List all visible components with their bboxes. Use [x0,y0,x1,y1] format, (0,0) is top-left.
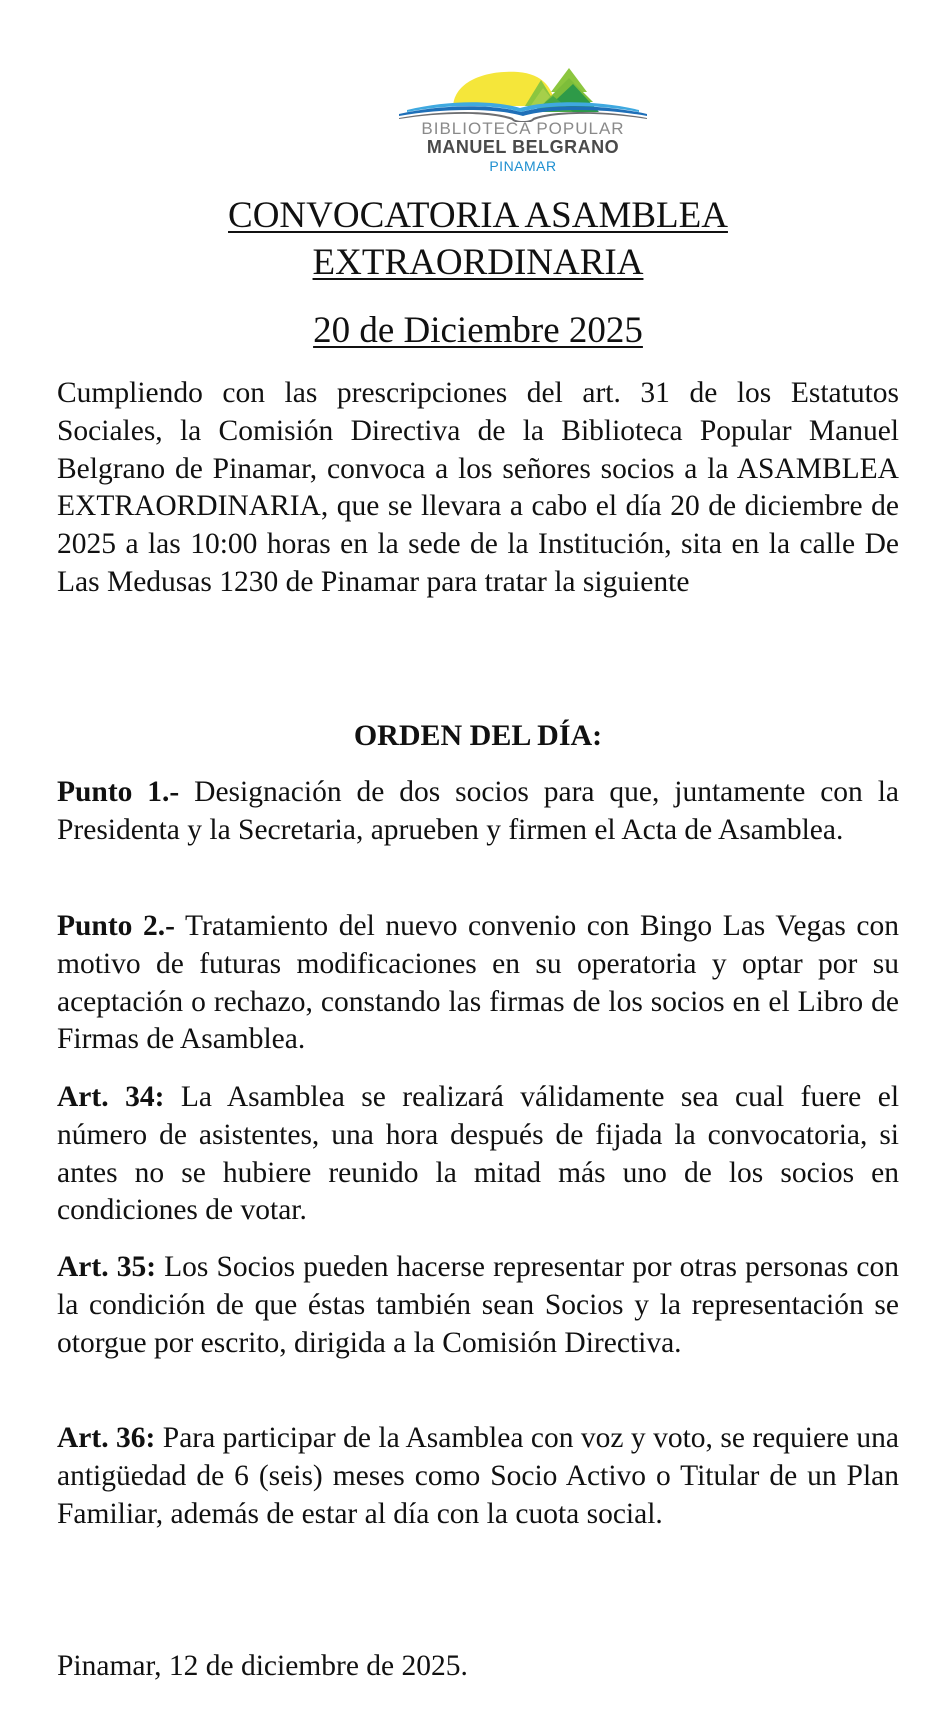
item-text: Los Socios pueden hacerse representar por otras personas con la condición de que éstas también sean Socios y la representación se otorgue por escrito, dirigida a la Comisión Directiva. [57,1251,900,1359]
item-text: Para participar de la Asamblea con voz y voto, se requiere una antigüedad de 6 (seis) meses como Socio Activo o Titular de un Plan Familiar, además de estar al día con la cuota social. [57,1422,899,1530]
title-line-1: CONVOCATORIA ASAMBLEA [228,195,728,236]
item-label: Art. 35: [57,1251,157,1283]
title-line-2: EXTRAORDINARIA [312,242,644,283]
statute-article-34 [57,1079,899,1230]
library-logo [393,66,653,178]
item-text: Designación de dos socios para que, juntamente con la Presidenta y la Secretaria, aprueben y firmen el Acta de Asamblea. [57,776,899,846]
document-title [57,192,899,286]
statute-article-35 [57,1249,899,1362]
item-label: Punto 2.- [57,910,175,942]
place-and-date-signoff: Pinamar, 12 de diciembre de 2025. [57,1650,468,1682]
logo-line-biblioteca-popular: BIBLIOTECA POPULAR [421,119,625,138]
agenda-item-punto-1 [57,774,899,850]
item-label: Art. 36: [57,1422,156,1454]
item-text: Tratamiento del nuevo convenio con Bingo Las Vegas con motivo de futuras modificaciones en su operatoria y optar por su aceptación o rechazo, constando las firmas de los socios en el Libro de Firmas de Asamblea. [57,910,899,1056]
item-text: La Asamblea se realizará válidamente sea cual fuere el número de asistentes, una hora después de fijada la convocatoria, si antes no se hubiere reunido la mitad más uno de los socios en condiciones de votar. [57,1081,900,1227]
sun-trees-book-icon [393,66,653,122]
logo-line-pinamar: PINAMAR [489,158,557,174]
statute-article-36 [57,1420,899,1533]
agenda-item-punto-2 [57,908,899,1059]
agenda-heading: ORDEN DEL DÍA: [353,719,603,752]
logo-line-manuel-belgrano: MANUEL BELGRANO [426,137,620,157]
assembly-date-heading: 20 de Diciembre 2025 [313,310,643,351]
intro-paragraph: Cumpliendo con las prescripciones del art. 31 de los Estatutos Sociales, la Comisión Directiva de la Biblioteca Popular Manuel Belgrano de Pinamar, convoca a los señores socios a la ASAMBLEA EXTRAORDINARIA, que se llevara a cabo el día 20 de diciembre de 2025 a las 10:00 horas en la sede de la Institución, sita en la calle De Las Medusas 1230 de Pinamar para tratar la siguiente [57,377,899,598]
item-label: Art. 34: [57,1081,165,1113]
item-label: Punto 1.- [57,776,180,808]
